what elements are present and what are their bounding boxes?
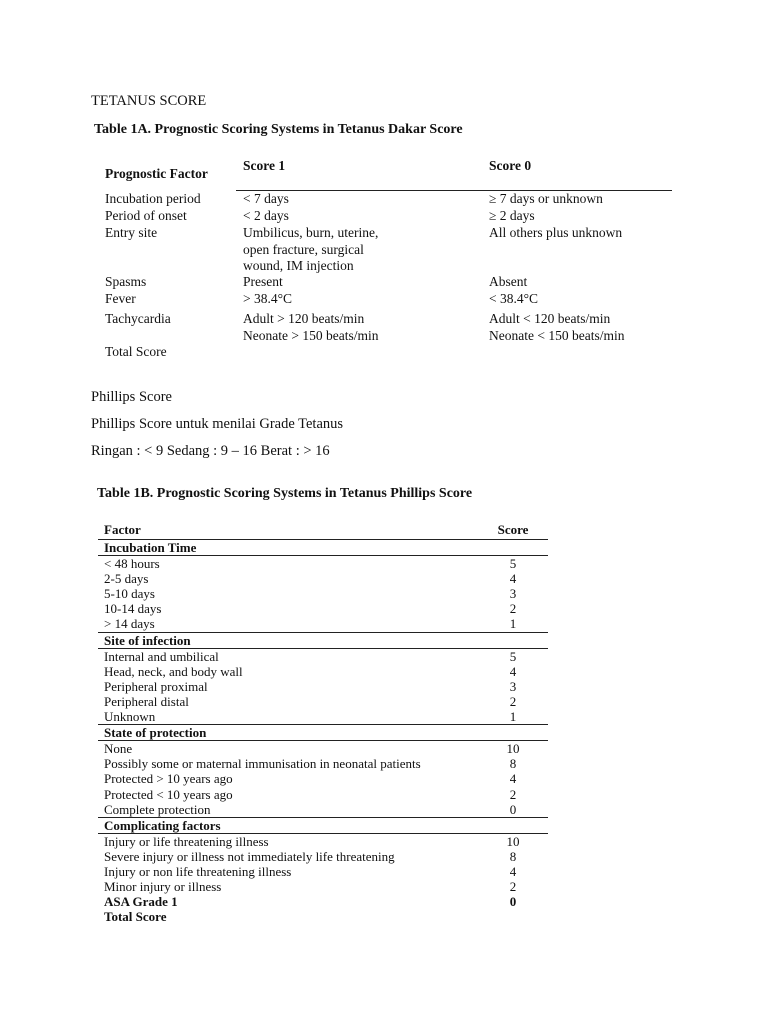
table-1a-score1-line: Adult > 120 beats/min [243,311,365,326]
table-1b [98,521,548,924]
table-1a-score1-line: open fracture, surgical [243,241,364,257]
row-score: 2 [509,601,517,617]
table-1a-score1-line: > 38.4°C [243,291,293,306]
table-1a-factor: Period of onset [105,208,187,223]
table-1a-score1-line: < 2 days [243,208,289,223]
row-score: 4 [509,663,517,679]
table-row [98,556,548,571]
table-row [98,771,548,786]
row-score: 10 [506,741,520,757]
row-label: Severe injury or illness not immediately life threatening [104,848,395,864]
phillips-grades: Ringan : < 9 Sedang : 9 – 16 Berat : > 16 [91,443,330,459]
header-factor: Factor [104,522,141,537]
table-1a-caption: Table 1A. Prognostic Scoring Systems in Tetanus Dakar Score [94,122,463,137]
row-score: 4 [509,863,517,879]
table-row [98,741,548,756]
section-title: State of protection [104,725,207,741]
table-row [98,894,548,909]
row-label: ASA Grade 1 [104,894,178,910]
table-1a-factor: Incubation period [105,191,201,206]
row-score: 5 [509,648,517,664]
table-row [98,787,548,802]
row-label: > 14 days [104,616,155,632]
table-row [98,601,548,616]
table-1a-factor: Fever [105,291,136,306]
row-label: Protected < 10 years ago [104,786,233,802]
section-title: Incubation Time [104,540,197,555]
table-row [98,679,548,694]
row-label: < 48 hours [104,556,160,572]
table-1a-factor: Tachycardia [105,311,171,326]
row-label: 5-10 days [104,586,155,602]
table-1a [100,150,672,365]
row-label: Peripheral distal [104,693,189,709]
table-row [98,649,548,664]
row-score: 2 [509,879,517,895]
row-score: 1 [509,709,517,725]
table-row [98,864,548,879]
table-1a-score0-line: ≥ 2 days [489,208,535,223]
table-row [98,879,548,894]
table-1a-score0-line: ≥ 7 days or unknown [489,191,603,206]
row-score: 4 [509,571,517,587]
total-score-label: Total Score [104,909,167,925]
table-row [98,664,548,679]
row-label: Injury or life threatening illness [104,833,269,849]
table-1a-factor: Entry site [105,225,158,240]
table-1b-section-header [98,817,548,834]
row-score: 3 [509,678,517,694]
table-1a-factor: Spasms [105,274,147,289]
table-row [98,709,548,724]
table-1a-score1-line: Umbilicus, burn, uterine, [243,225,379,240]
row-label: 2-5 days [104,571,149,587]
table-1a-score0-line: All others plus unknown [489,225,623,240]
table-1a-score1-line: < 7 days [243,191,289,206]
table-1a-header-rule [236,190,672,191]
table-1a-score1-line: Neonate > 150 beats/min [243,327,379,343]
header-score-1: Score 1 [243,158,286,173]
row-score: 0 [509,801,517,817]
row-score: 0 [509,894,517,910]
table-1b-header-row [98,521,548,539]
header-prognostic-factor: Prognostic Factor [105,166,208,181]
row-label: Minor injury or illness [104,879,222,895]
row-label: 10-14 days [104,601,162,617]
table-row [98,694,548,709]
table-1a-score1-line: Present [243,274,283,289]
table-row [98,756,548,771]
row-label: Complete protection [104,801,211,817]
section-title: Complicating factors [104,817,221,833]
row-label: Protected > 10 years ago [104,771,233,787]
section-title: Site of infection [104,632,191,648]
table-row [98,849,548,864]
header-score-0: Score 0 [489,158,532,173]
table-row [98,586,548,601]
header-score: Score [497,522,529,537]
row-score: 5 [509,556,517,572]
row-score: 2 [509,786,517,802]
table-1a-score0-line: Neonate < 150 beats/min [489,327,625,343]
row-label: Injury or non life threatening illness [104,863,292,879]
table-1a-score0-line: Adult < 120 beats/min [489,311,611,326]
row-score: 2 [509,693,517,709]
row-label: Possibly some or maternal immunisation in neonatal patients [104,756,421,772]
row-label: Internal and umbilical [104,648,219,664]
row-label: Peripheral proximal [104,678,208,694]
table-row [98,571,548,586]
phillips-subtitle: Phillips Score untuk menilai Grade Tetanus [91,416,344,432]
table-1b-total-row [98,909,548,924]
table-1b-caption: Table 1B. Prognostic Scoring Systems in Tetanus Phillips Score [97,486,473,501]
row-score: 3 [509,586,517,602]
table-1a-score0-line: Absent [489,274,528,289]
row-score: 1 [509,616,517,632]
row-label: Unknown [104,709,156,725]
row-score: 8 [509,756,517,772]
table-1b-section-header [98,539,548,556]
table-row [98,616,548,631]
table-1a-score1-line: wound, IM injection [243,258,354,273]
table-row [98,834,548,849]
table-1a-total-label: Total Score [105,344,167,359]
row-score: 4 [509,771,517,787]
row-score: 8 [509,848,517,864]
table-row [98,802,548,817]
row-label: None [104,741,133,757]
table-1b-section-header [98,724,548,741]
table-1a-score0-line: < 38.4°C [489,291,539,306]
table-1b-section-header [98,632,548,649]
row-score: 10 [506,833,520,849]
page-heading: TETANUS SCORE [91,93,207,109]
row-label: Head, neck, and body wall [104,663,243,679]
phillips-title: Phillips Score [91,389,172,405]
